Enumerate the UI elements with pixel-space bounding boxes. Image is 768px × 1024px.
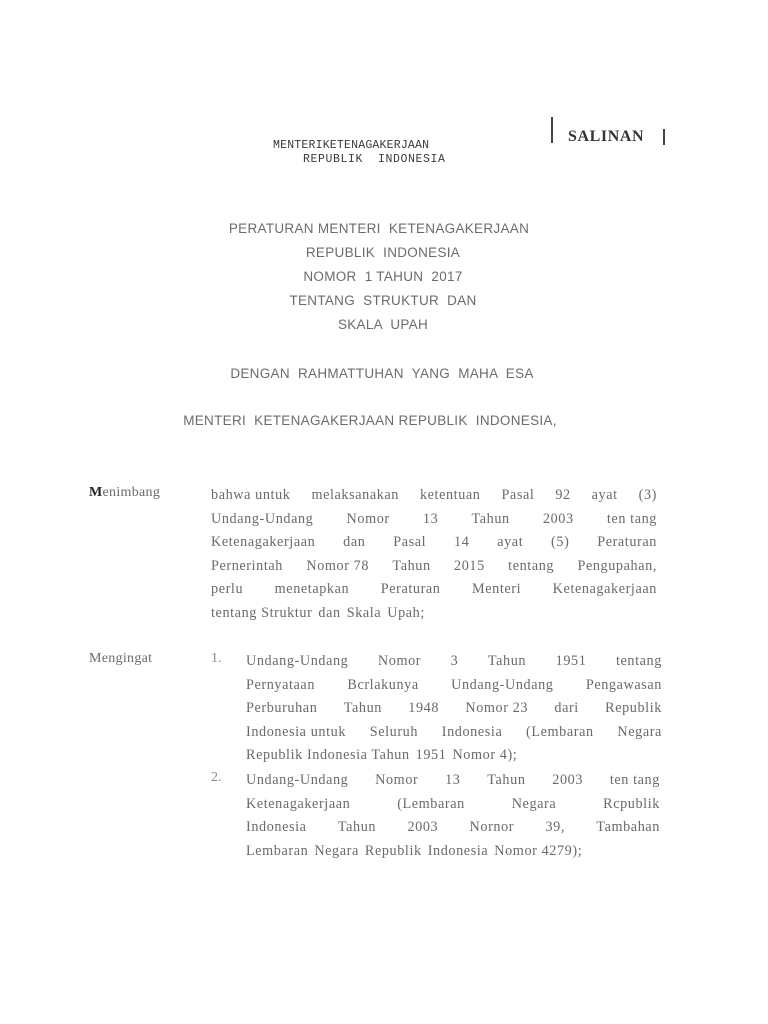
ministry-header-line2: REPUBLIK INDONESIA [303, 153, 446, 166]
word: Pernerintah [211, 557, 283, 574]
text-line [246, 674, 662, 698]
word: (5) [551, 534, 570, 550]
word: ketentuan [419, 487, 481, 503]
invocation: DENGAN RAHMATTUHAN YANG MAHA ESA [230, 366, 534, 381]
word: Upah; [387, 604, 425, 621]
word: Pengupahan, [577, 557, 657, 574]
mengingat-item-text [246, 650, 662, 768]
word: Tahun [471, 510, 510, 527]
word: menetapkan [274, 581, 350, 597]
text-line [246, 816, 660, 840]
word: Menteri [472, 581, 522, 597]
text-line [246, 744, 662, 768]
word: Rcpublik [603, 795, 660, 812]
word: Skala [346, 604, 382, 621]
word: Nomor [377, 653, 422, 669]
word: Republik [364, 842, 422, 859]
word: bahwa untuk [211, 487, 291, 503]
word: Undang-Undang [246, 653, 349, 669]
word: Negara [314, 842, 359, 859]
text-line [246, 840, 660, 864]
word: Bcrlakunya [347, 676, 419, 693]
word: Indonesia [427, 842, 489, 859]
word: 13 [422, 510, 439, 527]
text-line [246, 793, 660, 817]
word: Undang-Undang [451, 676, 554, 693]
word: Negara [617, 723, 662, 740]
word: Nomor 4279); [494, 842, 583, 859]
text-line [211, 555, 657, 579]
word: Ketenagakerjaan [246, 795, 351, 812]
word: Nomor [375, 772, 419, 788]
menimbang-label [89, 485, 160, 501]
word: 2003 [552, 772, 584, 788]
word: Tahun [487, 653, 527, 669]
word: Nomor 4); [452, 747, 518, 763]
word: dan [343, 534, 366, 550]
ministry-header-line1: MENTERIKETENAGAKERJAAN [273, 139, 430, 152]
word: 1951 [555, 653, 587, 669]
word: ten tang [606, 510, 657, 527]
mengingat-item-text [246, 769, 660, 863]
word: (Lembaran [526, 723, 594, 740]
word: 2003 [542, 510, 574, 527]
salinan-label: SALINAN [568, 128, 645, 145]
text-line [211, 602, 657, 626]
word: Peraturan [380, 581, 441, 597]
salinan-stamp [551, 117, 667, 145]
word: Nornor [469, 819, 515, 835]
text-line [211, 578, 657, 602]
word: dan [318, 604, 341, 621]
word: Republik Indonesia Tahun [246, 747, 410, 763]
word: 3 [450, 653, 459, 669]
text-line [211, 484, 657, 508]
word: Tahun [392, 557, 431, 574]
word: Undang-Undang [246, 772, 349, 788]
word: tentang Struktur [211, 604, 313, 621]
word: Tahun [343, 700, 382, 716]
word: Tambahan [596, 819, 660, 835]
word: Nomor 23 [465, 700, 529, 716]
word: tentang [508, 557, 555, 574]
word: Indonesia untuk [246, 723, 347, 740]
regulation-country: REPUBLIK INDONESIA [305, 245, 461, 260]
stamp-border-right [663, 129, 665, 145]
word: (3) [638, 487, 657, 503]
word: Pengawasan [585, 676, 662, 693]
text-line [211, 531, 657, 555]
regulation-number: NOMOR 1 TAHUN 2017 [303, 269, 463, 284]
word: Republik [605, 700, 662, 716]
word: Peraturan [597, 534, 657, 550]
word: melaksanakan [311, 487, 399, 503]
word: (Lembaran [397, 795, 465, 812]
regulation-title: PERATURAN MENTERI KETENAGAKERJAAN [228, 221, 530, 236]
menimbang-paragraph [211, 484, 657, 625]
word: 39, [545, 819, 565, 835]
issuer: MENTERI KETENAGAKERJAAN REPUBLIK INDONESIA, [183, 413, 557, 428]
word: 1951 [415, 747, 447, 763]
regulation-subject-line1: TENTANG STRUKTUR DAN [289, 293, 477, 308]
mengingat-label: Mengingat [89, 651, 153, 666]
mengingat-item-number: 2. [211, 770, 222, 785]
word: Seluruh [369, 723, 419, 740]
mengingat-item-number: 1. [211, 651, 222, 666]
word: 14 [454, 534, 470, 550]
word: Tahun [487, 772, 526, 788]
stamp-border-left [551, 117, 553, 143]
word: Pasal [393, 534, 427, 550]
word: ayat [497, 534, 524, 550]
word: Indonesia [441, 723, 503, 740]
word: Indonesia [246, 819, 307, 835]
word: Tahun [337, 819, 377, 835]
text-line [246, 769, 660, 793]
word: tentang [615, 653, 662, 669]
menimbang-label-rest: enimbang [102, 485, 161, 500]
word: Nomor [346, 510, 390, 527]
word: Perburuhan [246, 700, 318, 716]
word: Pernyataan [246, 676, 316, 693]
text-line [211, 508, 657, 532]
word: ten tang [609, 772, 660, 788]
word: 2015 [454, 557, 485, 574]
text-line [246, 650, 662, 674]
word: perlu [211, 581, 244, 597]
word: 13 [445, 772, 461, 788]
menimbang-label-initial: M [89, 485, 103, 500]
regulation-subject-line2: SKALA UPAH [337, 317, 429, 332]
word: Pasal [501, 487, 535, 503]
word: 1948 [408, 700, 440, 716]
text-line [246, 697, 662, 721]
word: Ketenagakerjaan [211, 534, 316, 550]
word: ayat [591, 487, 618, 503]
word: Nomor 78 [306, 557, 370, 574]
word: Lembaran [246, 842, 309, 859]
word: Undang-Undang [211, 510, 314, 527]
word: Negara [511, 795, 557, 812]
word: dari [554, 700, 579, 716]
word: 92 [555, 487, 571, 503]
text-line [246, 721, 662, 745]
word: 2003 [407, 819, 439, 835]
word: Ketenagakerjaan [552, 581, 657, 597]
